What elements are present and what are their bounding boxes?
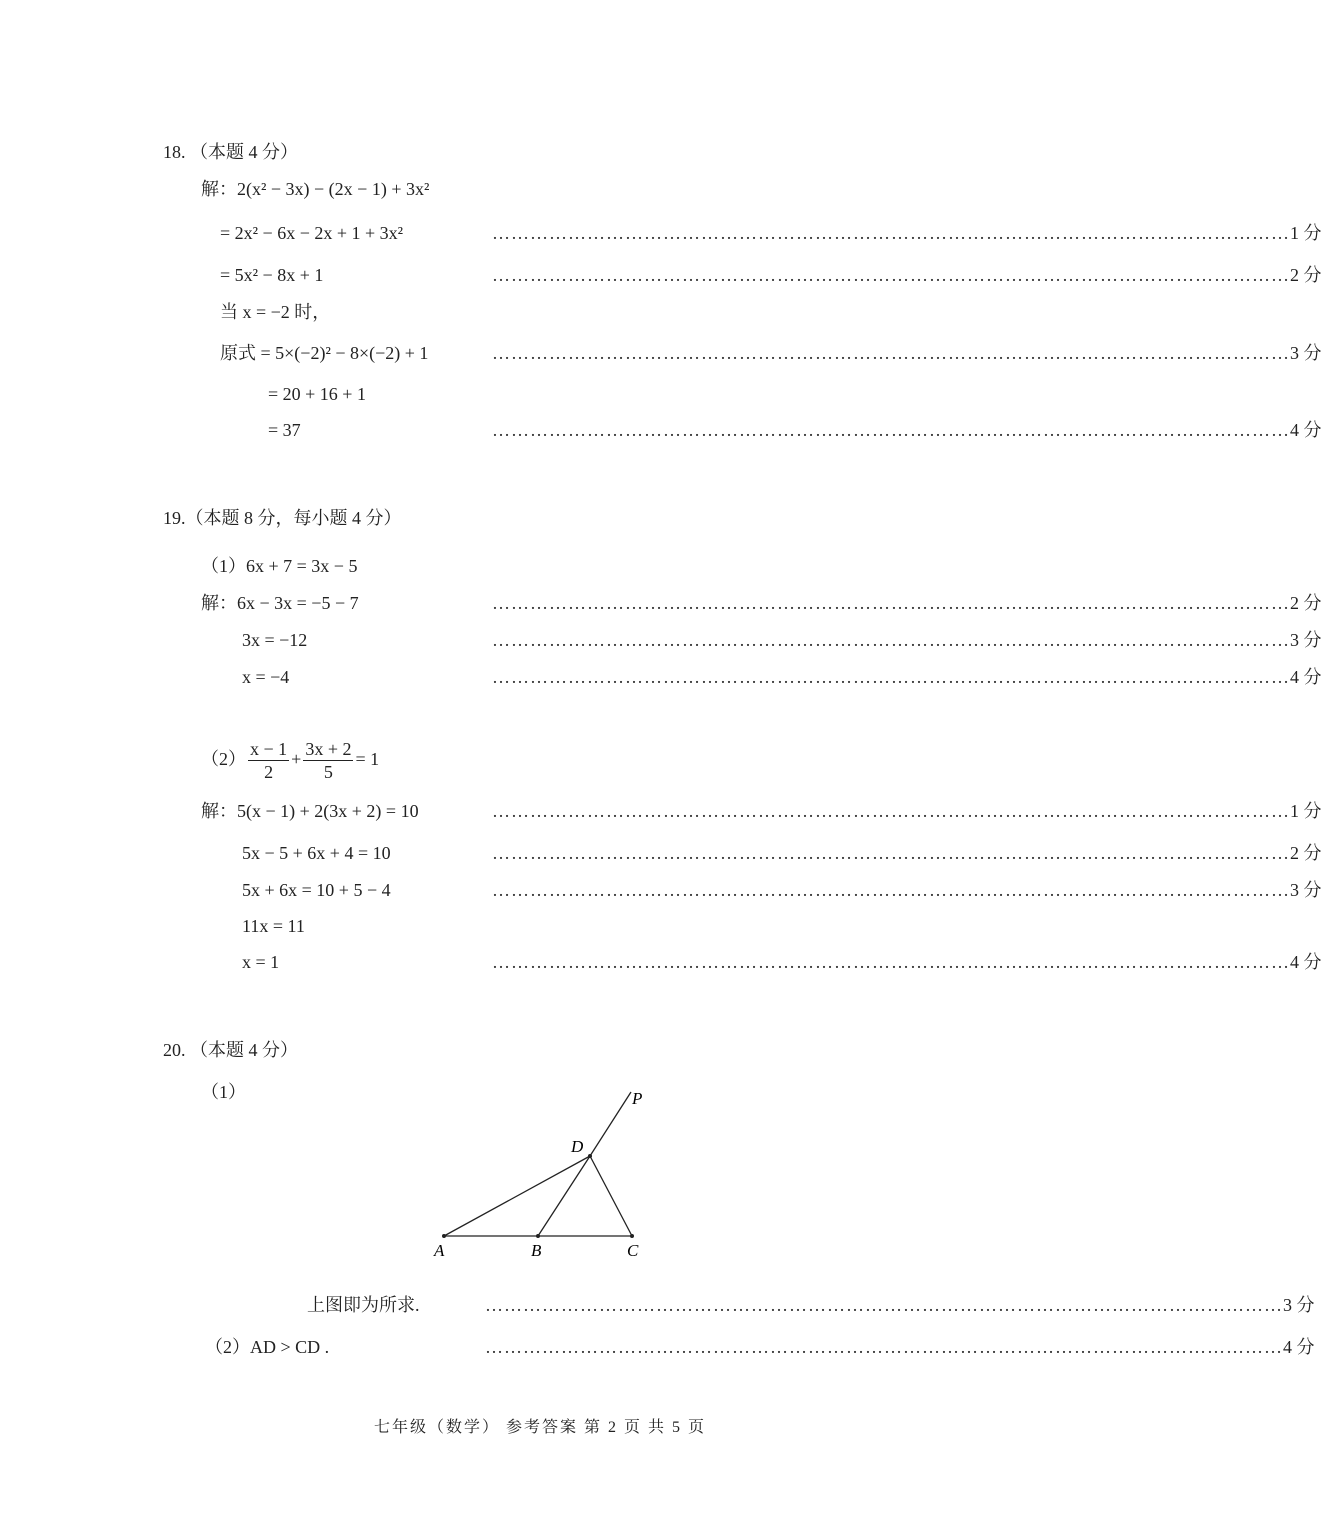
q19-p1-score-1: ……………………………………………………………………………………………………………… 2 分 <box>492 593 1322 613</box>
q20-p1-label: （1） <box>201 1082 246 1102</box>
point-a <box>442 1234 446 1238</box>
q18-line4: 当 x = −2 时， <box>220 302 331 322</box>
q19-p2-score-3: ……………………………………………………………………………………………………………… 3 分 <box>492 880 1322 900</box>
ray-dp <box>590 1092 631 1156</box>
fraction-2: $\frac{3x + 2}{5}$ <box>305 739 352 783</box>
segment-dc <box>590 1156 632 1236</box>
q19-p2-score-4: ……………………………………………………………………………………………………………… 4 分 <box>492 952 1322 972</box>
q18-score-1: ……………………………………………………………………………………………………………… 1 分 <box>492 223 1322 243</box>
q19-p2-label: （2） <box>201 749 246 769</box>
label-c: C <box>627 1241 639 1260</box>
q19-p2-score-2: ……………………………………………………………………………………………………………… 2 分 <box>492 843 1322 863</box>
q19-p1-line3: x = −4 <box>242 667 290 687</box>
point-b <box>536 1234 540 1238</box>
q19-p1-score-3: ……………………………………………………………………………………………………………… 4 分 <box>492 667 1322 687</box>
geometry-figure <box>420 1080 660 1270</box>
q20-score-2: ……………………………………………………………………………………………………………… 4 分 <box>485 1337 1315 1357</box>
q18-header: 18. （本题 4 分） <box>163 142 298 162</box>
q18-line2: = 2x² − 6x − 2x + 1 + 3x² <box>220 223 404 243</box>
label-a: A <box>434 1241 445 1260</box>
q18-score-2: ……………………………………………………………………………………………………………… 2 分 <box>492 265 1322 285</box>
q19-p2-line2: 5x − 5 + 6x + 4 = 10 <box>242 843 391 863</box>
q18-line6: = 20 + 16 + 1 <box>268 384 366 404</box>
q20-score-1: ……………………………………………………………………………………………………………… 3 分 <box>485 1295 1315 1315</box>
q19-p1-line2: 3x = −12 <box>242 630 308 650</box>
q19-p1-label: （1）6x + 7 = 3x − 5 <box>201 556 358 576</box>
point-c <box>630 1234 634 1238</box>
q18-line7: = 37 <box>268 420 301 440</box>
point-d <box>588 1154 592 1158</box>
q18-line3: = 5x² − 8x + 1 <box>220 265 324 285</box>
q19-p2-score-1: ……………………………………………………………………………………………………………… 1 分 <box>492 801 1322 821</box>
q19-p2-line4: 11x = 11 <box>242 916 305 936</box>
q20-caption: 上图即为所求. <box>307 1295 420 1315</box>
q20-header: 20. （本题 4 分） <box>163 1040 298 1060</box>
q19-p2-equation: （2） $\frac{x - 1}{2}$ + $\frac{3x + 2}{5}$ = 1 <box>201 739 380 783</box>
q18-score-3: ……………………………………………………………………………………………………………… 3 分 <box>492 343 1322 363</box>
q18-line5: 原式 = 5×(−2)² − 8×(−2) + 1 <box>220 343 429 363</box>
label-b: B <box>531 1241 542 1260</box>
q19-header: 19.（本题 8 分，每小题 4 分） <box>163 508 402 528</box>
label-p: P <box>632 1089 643 1108</box>
q19-p1-line1: 解：6x − 3x = −5 − 7 <box>201 593 359 613</box>
segment-ad <box>444 1156 590 1236</box>
q20-p2: （2）AD > CD . <box>205 1337 330 1357</box>
q18-score-4: ……………………………………………………………………………………………………………… 4 分 <box>492 420 1322 440</box>
label-d: D <box>571 1137 584 1156</box>
q19-p2-line3: 5x + 6x = 10 + 5 − 4 <box>242 880 391 900</box>
q19-p2-line1: 解：5(x − 1) + 2(3x + 2) = 10 <box>201 801 419 821</box>
q19-p2-line5: x = 1 <box>242 952 280 972</box>
q19-p1-score-2: ……………………………………………………………………………………………………………… 3 分 <box>492 630 1322 650</box>
q18-line1: 解：2(x² − 3x) − (2x − 1) + 3x² <box>201 179 430 199</box>
fraction-1: $\frac{x - 1}{2}$ <box>250 739 288 783</box>
page-footer: 七年级（数学） 参考答案 第 2 页 共 5 页 <box>373 1419 706 1436</box>
segment-bd <box>538 1156 590 1236</box>
